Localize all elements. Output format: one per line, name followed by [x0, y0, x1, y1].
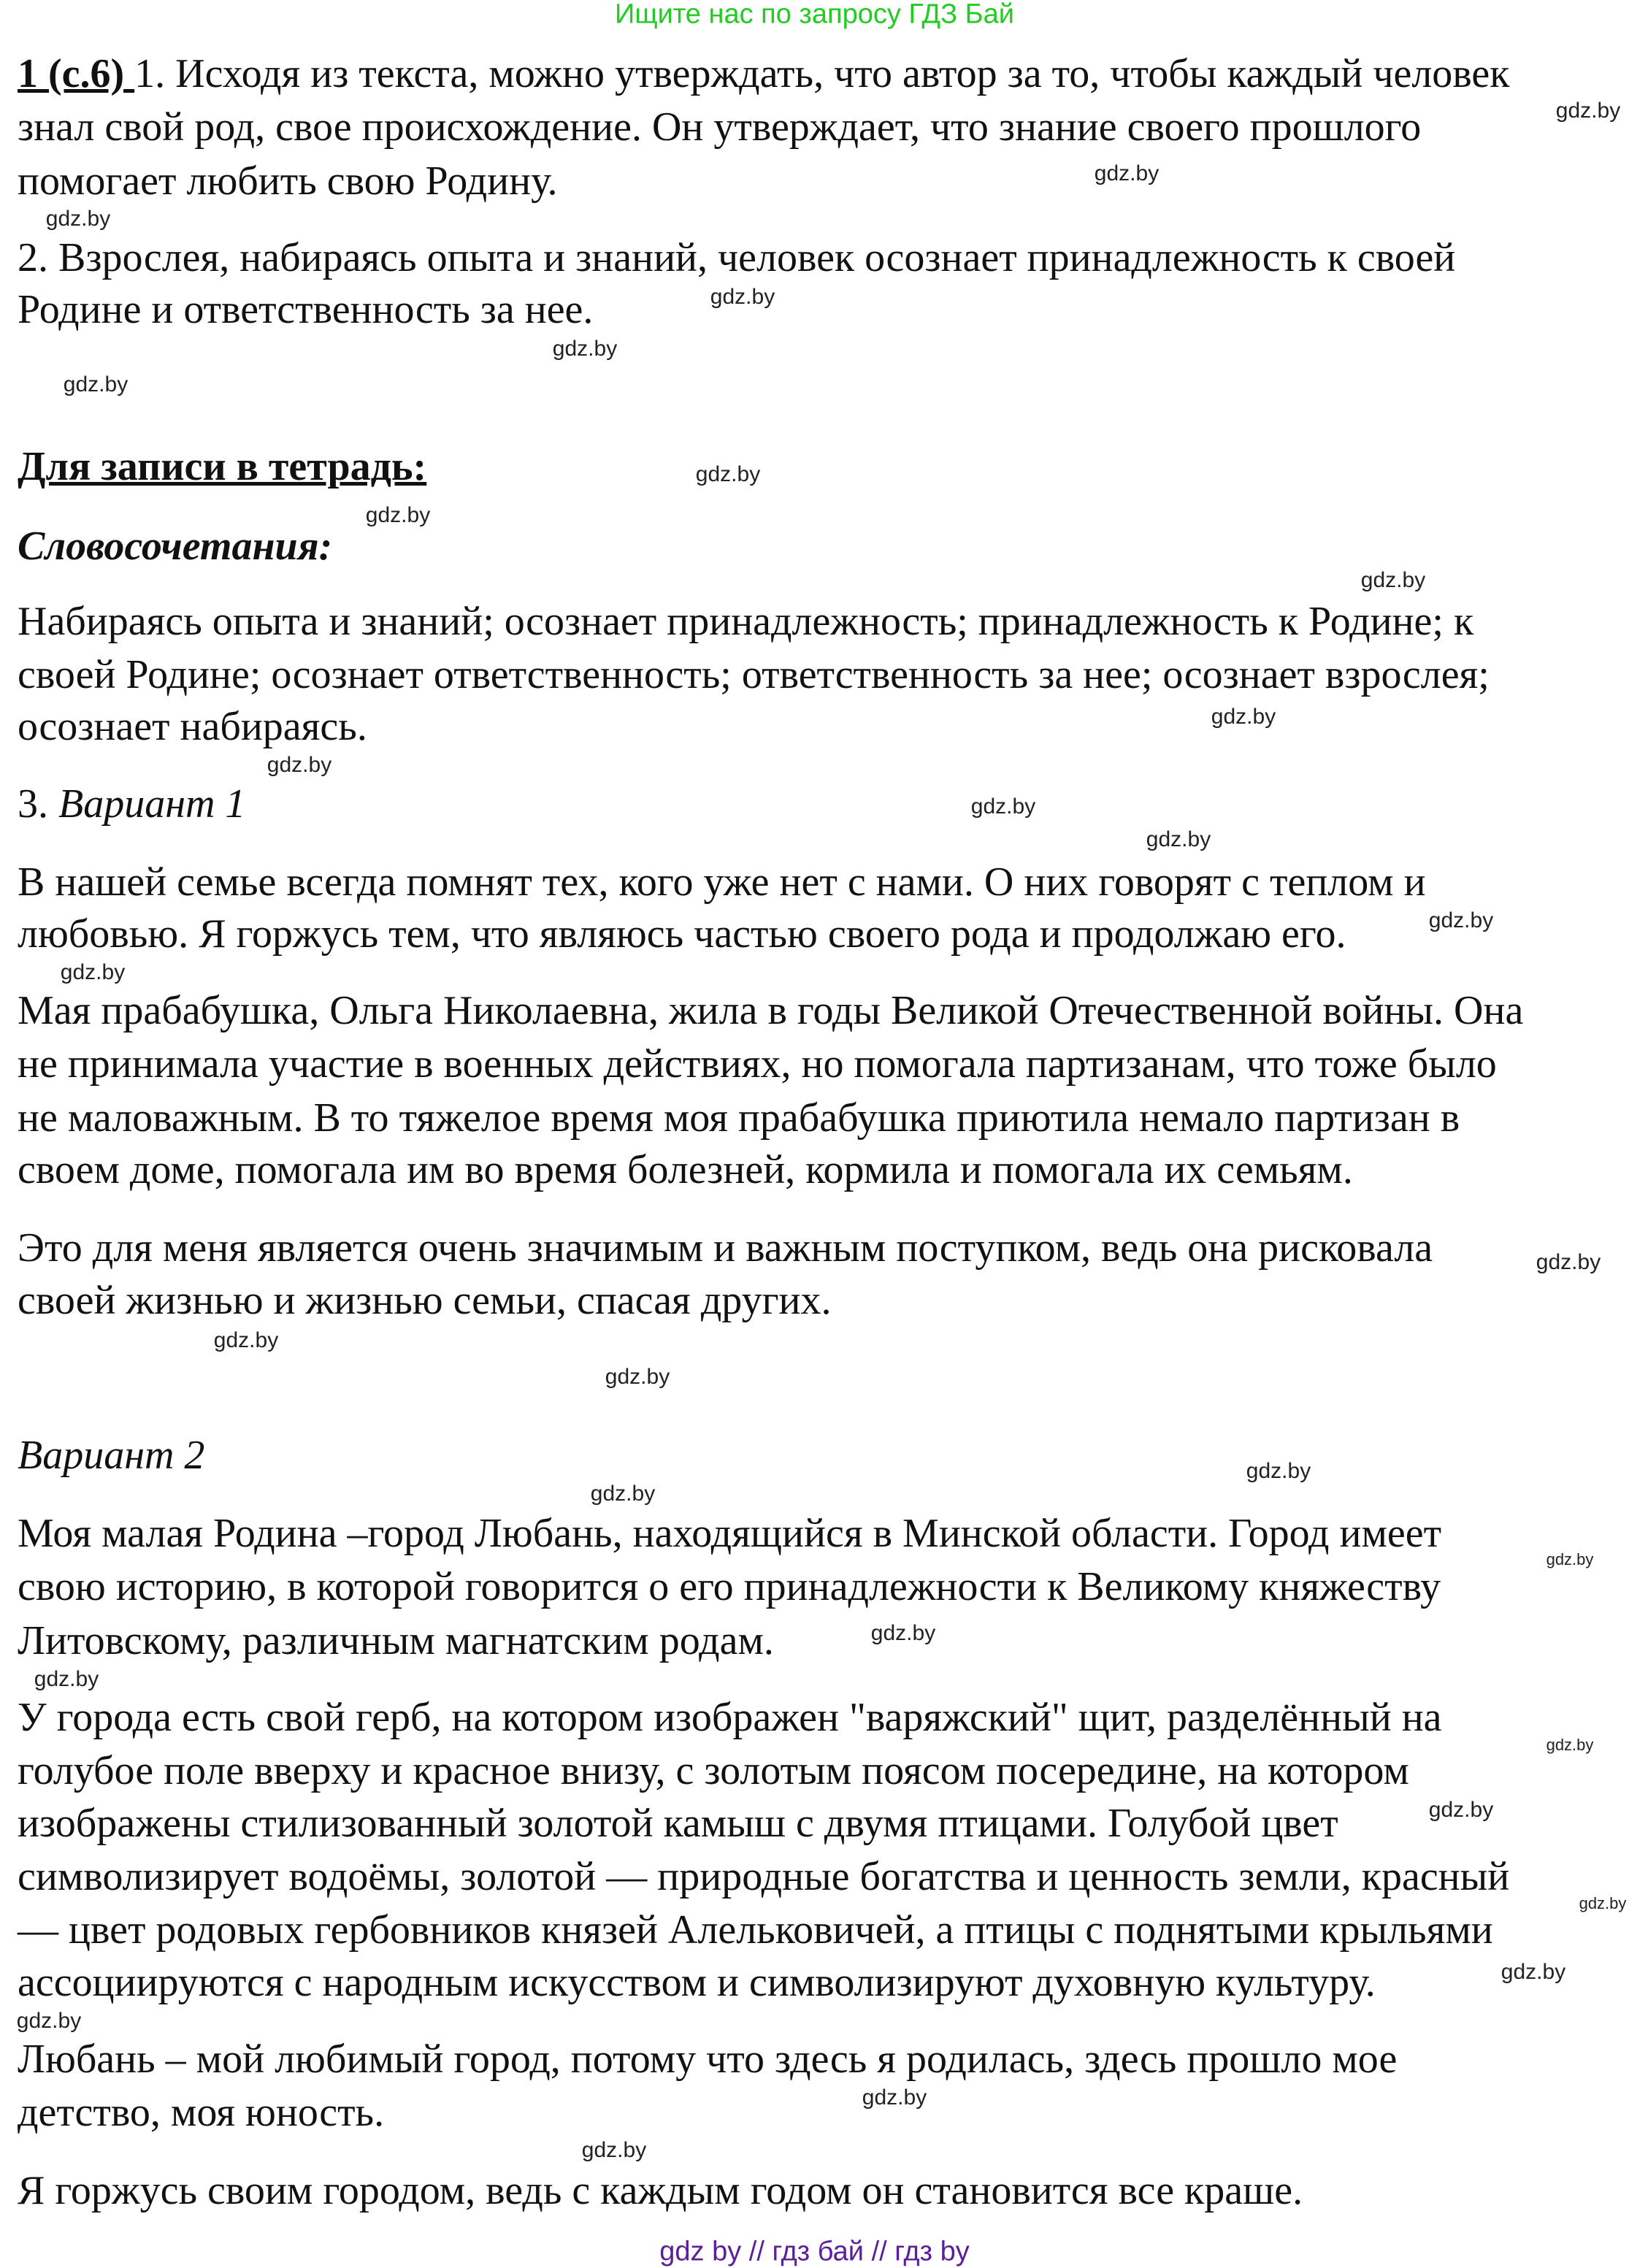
text-line: Мая прабабушка, Ольга Николаевна, жила в годы Великой Отечественной войны. Она	[18, 988, 1524, 1033]
watermark: gdz.by	[1428, 908, 1494, 932]
variant-1-number: 3.	[18, 781, 58, 827]
text-line: Родине и ответственность за нее.	[18, 287, 594, 332]
watermark: gdz.by	[1555, 99, 1621, 123]
watermark: gdz.by	[16, 2009, 82, 2033]
text-line: У города есть свой герб, на котором изображен "варяжский" щит, разделённый на	[18, 1695, 1442, 1740]
answer-line-1-text: 1. Исходя из текста, можно утверждать, что автор за то, чтобы каждый человек	[134, 51, 1510, 96]
watermark: gdz.by	[1246, 1459, 1311, 1483]
text-line: своей Родине; осознает ответственность; ответственность за нее; осознает взрослея;	[18, 652, 1490, 697]
search-hint-header: Ищите нас по запросу ГДЗ Бай	[615, 0, 1014, 30]
watermark: gdz.by	[60, 960, 126, 984]
watermark: gdz.by	[1546, 1550, 1594, 1568]
watermark: gdz.by	[1500, 1960, 1566, 1984]
text-line: Это для меня является очень значимым и важным поступком, ведь она рисковала	[18, 1225, 1433, 1271]
notebook-heading: Для записи в тетрадь:	[18, 444, 427, 489]
text-line: свою историю, в которой говорится о его принадлежности к Великому княжеству	[18, 1564, 1441, 1609]
watermark: gdz.by	[590, 1482, 656, 1506]
watermark: gdz.by	[552, 337, 618, 361]
text-line: Моя малая Родина –город Любань, находящийся в Минской области. Город имеет	[18, 1511, 1442, 1556]
text-line: Набираясь опыта и знаний; осознает принадлежность; принадлежность к Родине; к	[18, 599, 1474, 644]
watermark: gdz.by	[1211, 705, 1276, 729]
task-label: 1 (с.6)	[18, 51, 135, 96]
text-line: Любань – мой любимый город, потому что здесь я родилась, здесь прошло мое	[18, 2037, 1398, 2082]
watermark: gdz.by	[1536, 1250, 1601, 1274]
answer-line-1	[18, 53, 1509, 94]
watermark: gdz.by	[63, 372, 129, 396]
watermark: gdz.by	[1428, 1798, 1494, 1822]
text-line: 2. Взрослея, набираясь опыта и знаний, человек осознает принадлежность к своей	[18, 235, 1456, 280]
watermark: gdz.by	[605, 1365, 670, 1389]
text-line: помогает любить свою Родину.	[18, 158, 558, 204]
watermark: gdz.by	[710, 285, 775, 309]
phrases-heading: Словосочетания:	[18, 524, 333, 569]
text-line: В нашей семье всегда помнят тех, кого уже нет с нами. О них говорят с теплом и	[18, 859, 1426, 905]
text-line: своем доме, помогала им во время болезней, кормила и помогала их семьям.	[18, 1147, 1353, 1192]
watermark: gdz.by	[695, 462, 761, 486]
variant-1-label: Вариант 1	[58, 781, 246, 827]
footer-watermark: gdz by // гдз бай // гдз by	[659, 2236, 970, 2267]
text-line: изображены стилизованный золотой камыш с двумя птицами. Голубой цвет	[18, 1801, 1338, 1846]
text-line: своей жизнью и жизнью семьи, спасая других.	[18, 1278, 832, 1323]
watermark: gdz.by	[1579, 1894, 1627, 1912]
watermark: gdz.by	[1146, 827, 1211, 851]
text-line: символизирует водоёмы, золотой — природные богатства и ценность земли, красный	[18, 1854, 1510, 1899]
text-line: любовью. Я горжусь тем, что являюсь частью своего рода и продолжаю его.	[18, 911, 1346, 957]
watermark: gdz.by	[970, 794, 1036, 819]
variant-1-heading	[18, 781, 246, 827]
watermark: gdz.by	[45, 207, 111, 231]
watermark: gdz.by	[267, 753, 332, 777]
text-line: осознает набираясь.	[18, 704, 367, 749]
watermark: gdz.by	[213, 1328, 279, 1352]
text-line: знал свой род, свое происхождение. Он утверждает, что знание своего прошлого	[18, 104, 1422, 150]
text-line: не принимала участие в военных действиях, но помогала партизанам, что тоже было	[18, 1041, 1497, 1087]
watermark: gdz.by	[1546, 1736, 1594, 1754]
watermark: gdz.by	[581, 2138, 647, 2162]
watermark: gdz.by	[365, 503, 431, 527]
text-line: голубое поле вверху и красное внизу, с золотым поясом посередине, на котором	[18, 1748, 1409, 1793]
text-line: — цвет родовых гербовников князей Алельковичей, а птицы с поднятыми крыльями	[18, 1907, 1493, 1953]
watermark: gdz.by	[1094, 161, 1160, 185]
watermark: gdz.by	[1360, 568, 1426, 592]
watermark: gdz.by	[862, 2085, 927, 2110]
variant-2-heading: Вариант 2	[18, 1433, 205, 1478]
text-line: Я горжусь своим городом, ведь с каждым годом он становится все краше.	[18, 2168, 1303, 2213]
watermark: gdz.by	[870, 1621, 936, 1645]
text-line: не маловажным. В то тяжелое время моя прабабушка приютила немало партизан в	[18, 1095, 1460, 1141]
watermark: gdz.by	[34, 1667, 99, 1691]
text-line: детство, моя юность.	[18, 2090, 385, 2135]
text-line: ассоциируются с народным искусством и символизируют духовную культуру.	[18, 1960, 1376, 2005]
text-line: Литовскому, различным магнатским родам.	[18, 1618, 774, 1663]
